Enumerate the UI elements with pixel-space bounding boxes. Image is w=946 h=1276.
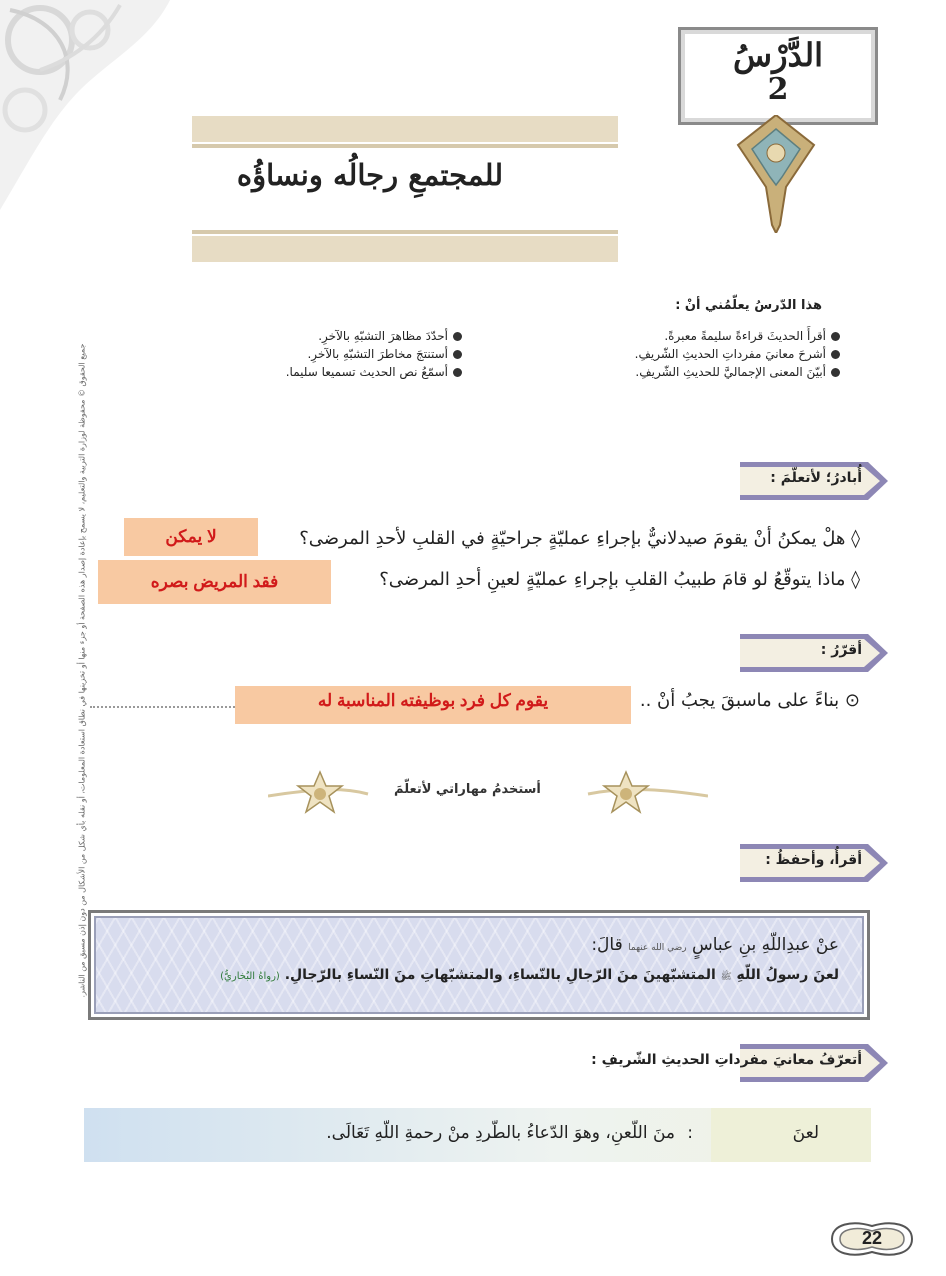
- bullet-icon: [453, 350, 462, 359]
- objective-item: أبيّنَ المعنى الإجماليَّ للحديثِ الشّريفِ.: [578, 363, 840, 381]
- lesson-label: [678, 27, 878, 125]
- section-tab-uqarrir: [740, 630, 890, 676]
- page-number-badge: [822, 1216, 922, 1262]
- corner-ornament: [0, 0, 170, 210]
- section-label: أُبادرُ؛ لأتعلّمَ :: [770, 470, 862, 486]
- pbuh-mark: ﷺ: [720, 972, 732, 982]
- vocab-colon: :: [687, 1123, 693, 1143]
- vocab-word-cell: [711, 1108, 871, 1162]
- vocab-definition: منَ اللّعنِ، وهوَ الدّعاءُ بالطّردِ منْ رحمةِ اللّهِ تَعَالَى.: [326, 1123, 675, 1143]
- objective-item: أحدّدَ مظاهرَ التشبّهِ بالآخرِ.: [232, 327, 462, 345]
- objective-item: أشرحَ معانيَ مفرداتِ الحديثِ الشّريفِ.: [578, 345, 840, 363]
- narrator: (رواهُ البُخاريُّ): [220, 971, 280, 982]
- objectives-heading: هذا الدّرسُ يعلّمُني أنْ :: [675, 298, 822, 313]
- objective-item: أقرأَ الحديثَ قراءةً سليمةً معبرةً.: [578, 327, 840, 345]
- section-label: أتعرّفُ معانيَ مفرداتِ الحديثِ الشّريفِ :: [591, 1052, 862, 1068]
- hadith-box: [88, 910, 870, 1020]
- section-label: أقرّرُ :: [820, 642, 862, 658]
- bullet-icon: [453, 332, 462, 341]
- question-2: ◊ ماذا يتوقّعُ لو قامَ طبيبُ القلبِ بإجراءِ عمليّةٍ لعينِ أحدِ المرضى؟: [379, 569, 860, 590]
- question-1: ◊ هلْ يمكنُ أنْ يقومَ صيدلانيٌّ بإجراءِ عمليّةٍ جراحيّةٍ في القلبِ لأحدِ المرضى؟: [299, 528, 860, 549]
- vocab-word: لعنَ: [792, 1123, 819, 1143]
- answer-statement: يقوم كل فرد بوظيفته المناسبة له: [235, 686, 631, 724]
- vocab-row: [84, 1108, 871, 1162]
- answer-1: لا يمكن: [124, 518, 258, 556]
- skills-label: أستخدمُ مهاراتي لأتعلّمَ: [394, 782, 541, 797]
- objective-item: أسمّعُ نص الحديث تسميعا سليما.: [232, 363, 462, 381]
- statement: ⊙ بناءً على ماسبقَ يجبُ أنْ ..: [639, 690, 860, 711]
- section-label: أقرأُ، وأحفظُ :: [765, 852, 862, 868]
- tab-shape: [740, 630, 890, 676]
- page-number: 22: [861, 1228, 883, 1248]
- copyright-notice: جميع الحقوق © محفوظة لوزارة التربية والتعليم، لا يسمح بإعادة إصدار هذه الصفحة أو جزء منها أو تخزينها في نطاق استعادة المعلومات، أو نقله بأي شكل من الأشكال من دون إذن مسبق من الناشر.: [77, 343, 87, 998]
- lesson-number: 2: [767, 72, 789, 107]
- honorific: رضي الله عنهما: [628, 943, 687, 953]
- bullet-icon: [453, 368, 462, 377]
- section-tab-read: [740, 840, 890, 886]
- objectives-left: [232, 327, 462, 381]
- bullet-icon: [831, 350, 840, 359]
- lesson-title: للمجتمعِ رجالُه ونساؤُه: [236, 158, 504, 192]
- hadith-intro: عنْ عبدِاللّهِ بنِ عباسٍ رضي الله عنهما قالَ:: [591, 935, 839, 955]
- answer-2: فقد المريض بصره: [98, 560, 331, 604]
- bullet-icon: [831, 332, 840, 341]
- lesson-word: الدَّرْسُ: [733, 36, 823, 74]
- section-tab-badir: [740, 458, 890, 504]
- objectives-right: [578, 327, 840, 381]
- hadith-text: لعنَ رسولُ اللّهِ ﷺ المتشبّهينَ منَ الرّجالِ بالنّساءِ، والمتشبّهاتِ منَ النّساءِ بالرّجالِ. (رواهُ البُخاريُّ): [220, 967, 839, 983]
- objective-item: أستنتجَ مخاطرَ التشبّهِ بالآخرِ.: [232, 345, 462, 363]
- lesson-pendant-ornament: [728, 115, 824, 233]
- dotted-line: [90, 706, 242, 708]
- bullet-icon: [831, 368, 840, 377]
- section-tab-vocab: [560, 1040, 890, 1086]
